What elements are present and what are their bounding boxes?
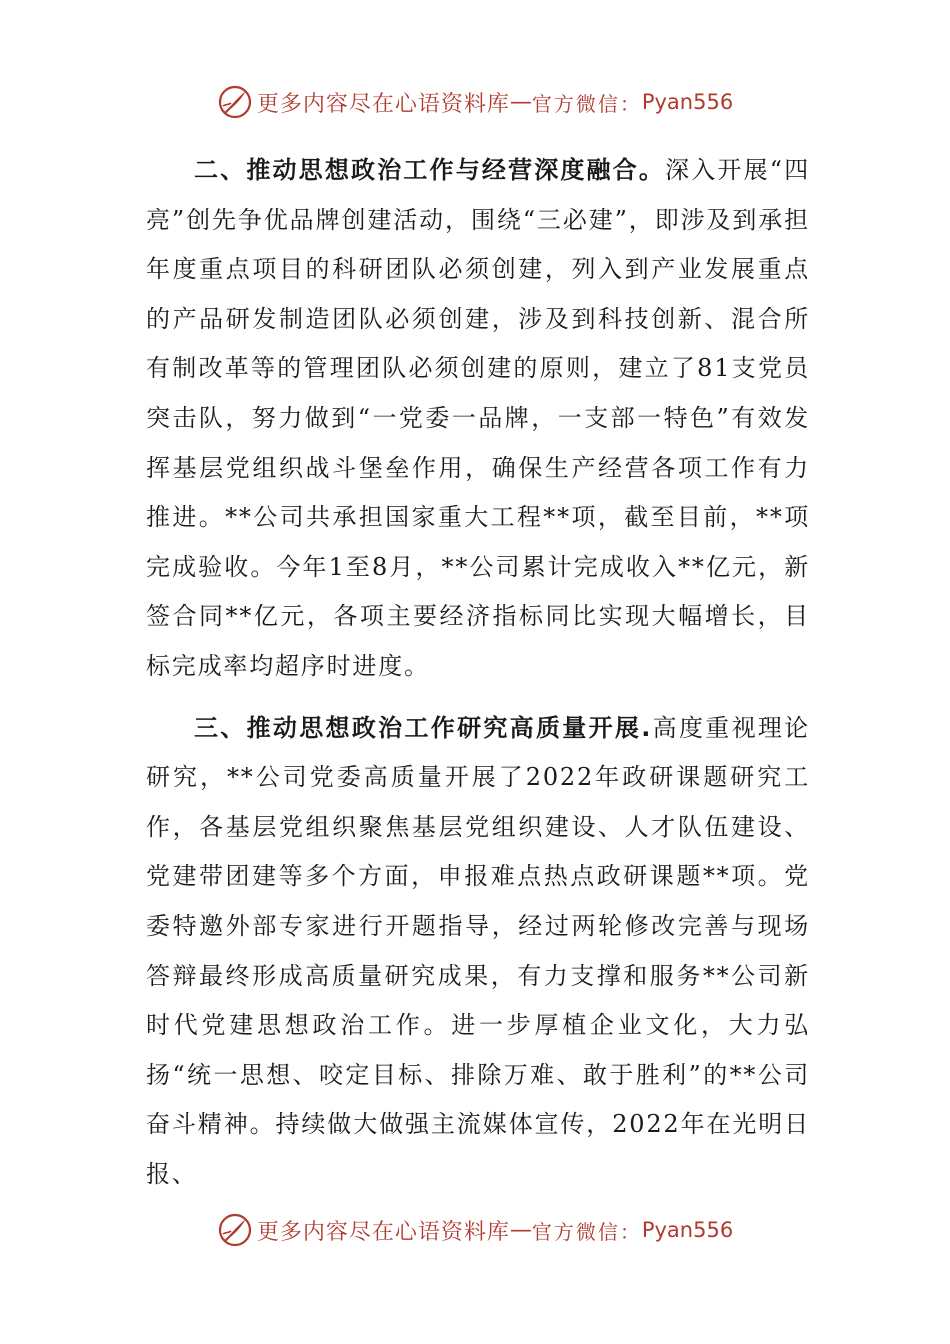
banner-slogan: 更多内容尽在心语资料库 [256,1219,510,1245]
banner-wechat-id: Pyan556 [641,1218,734,1242]
quill-logo-icon [217,84,253,120]
section-2-heading: 二、推动思想政治工作与经营深度融合。 [194,156,666,184]
banner-wechat-label: 官方微信： [531,1219,642,1244]
footer-watermark-banner [0,1208,950,1252]
banner-dash: — [509,89,532,115]
header-watermark-banner [0,80,950,124]
section-3-body: 高度重视理论研究，**公司党委高质量开展了2022年政研课题研究工作，各基层党组织聚焦基层党组织建设、人才队伍建设、党建带团建等多个方面，申报难点热点政研课题**项。党委特邀外部专家进行开题指导，经过两轮修改完善与现场答辩最终形成高质量研究成果，有力支撑和服务**公司新时代党建思想政治工作。进一步厚植企业文化，大力弘扬“统一思想、咬定目标、排除万难、敢于胜利”的**公司奋斗精神。持续做大做强主流媒体宣传，2022年在光明日报、 [146,713,810,1188]
section-2-body: 深入开展“四亮”创先争优品牌创建活动，围绕“三必建”，即涉及到承担年度重点项目的科研团队必须创建，列入到产业发展重点的产品研发制造团队必须创建，涉及到科技创新、混合所有制改革等的管理团队必须创建的原则，建立了81支党员突击队，努力做到“一党委一品牌，一支部一特色”有效发挥基层党组织战斗堡垒作用，确保生产经营各项工作有力推进。**公司共承担国家重大工程**项，截至目前，**项完成验收。今年1至8月，**公司累计完成收入**亿元，新签合同**亿元，各项主要经济指标同比实现大幅增长，目标完成率均超序时进度。 [146,156,810,680]
quill-logo-icon [217,1212,253,1248]
banner-slogan: 更多内容尽在心语资料库 [256,91,510,117]
banner-dash: — [509,1217,532,1243]
document-body [146,146,810,1199]
banner-wechat-id: Pyan556 [641,90,734,114]
paragraph-section-3 [146,704,810,1200]
banner-wechat-label: 官方微信： [531,91,642,116]
paragraph-section-2 [146,146,810,692]
section-3-heading: 三、推动思想政治工作研究高质量开展. [194,713,653,742]
